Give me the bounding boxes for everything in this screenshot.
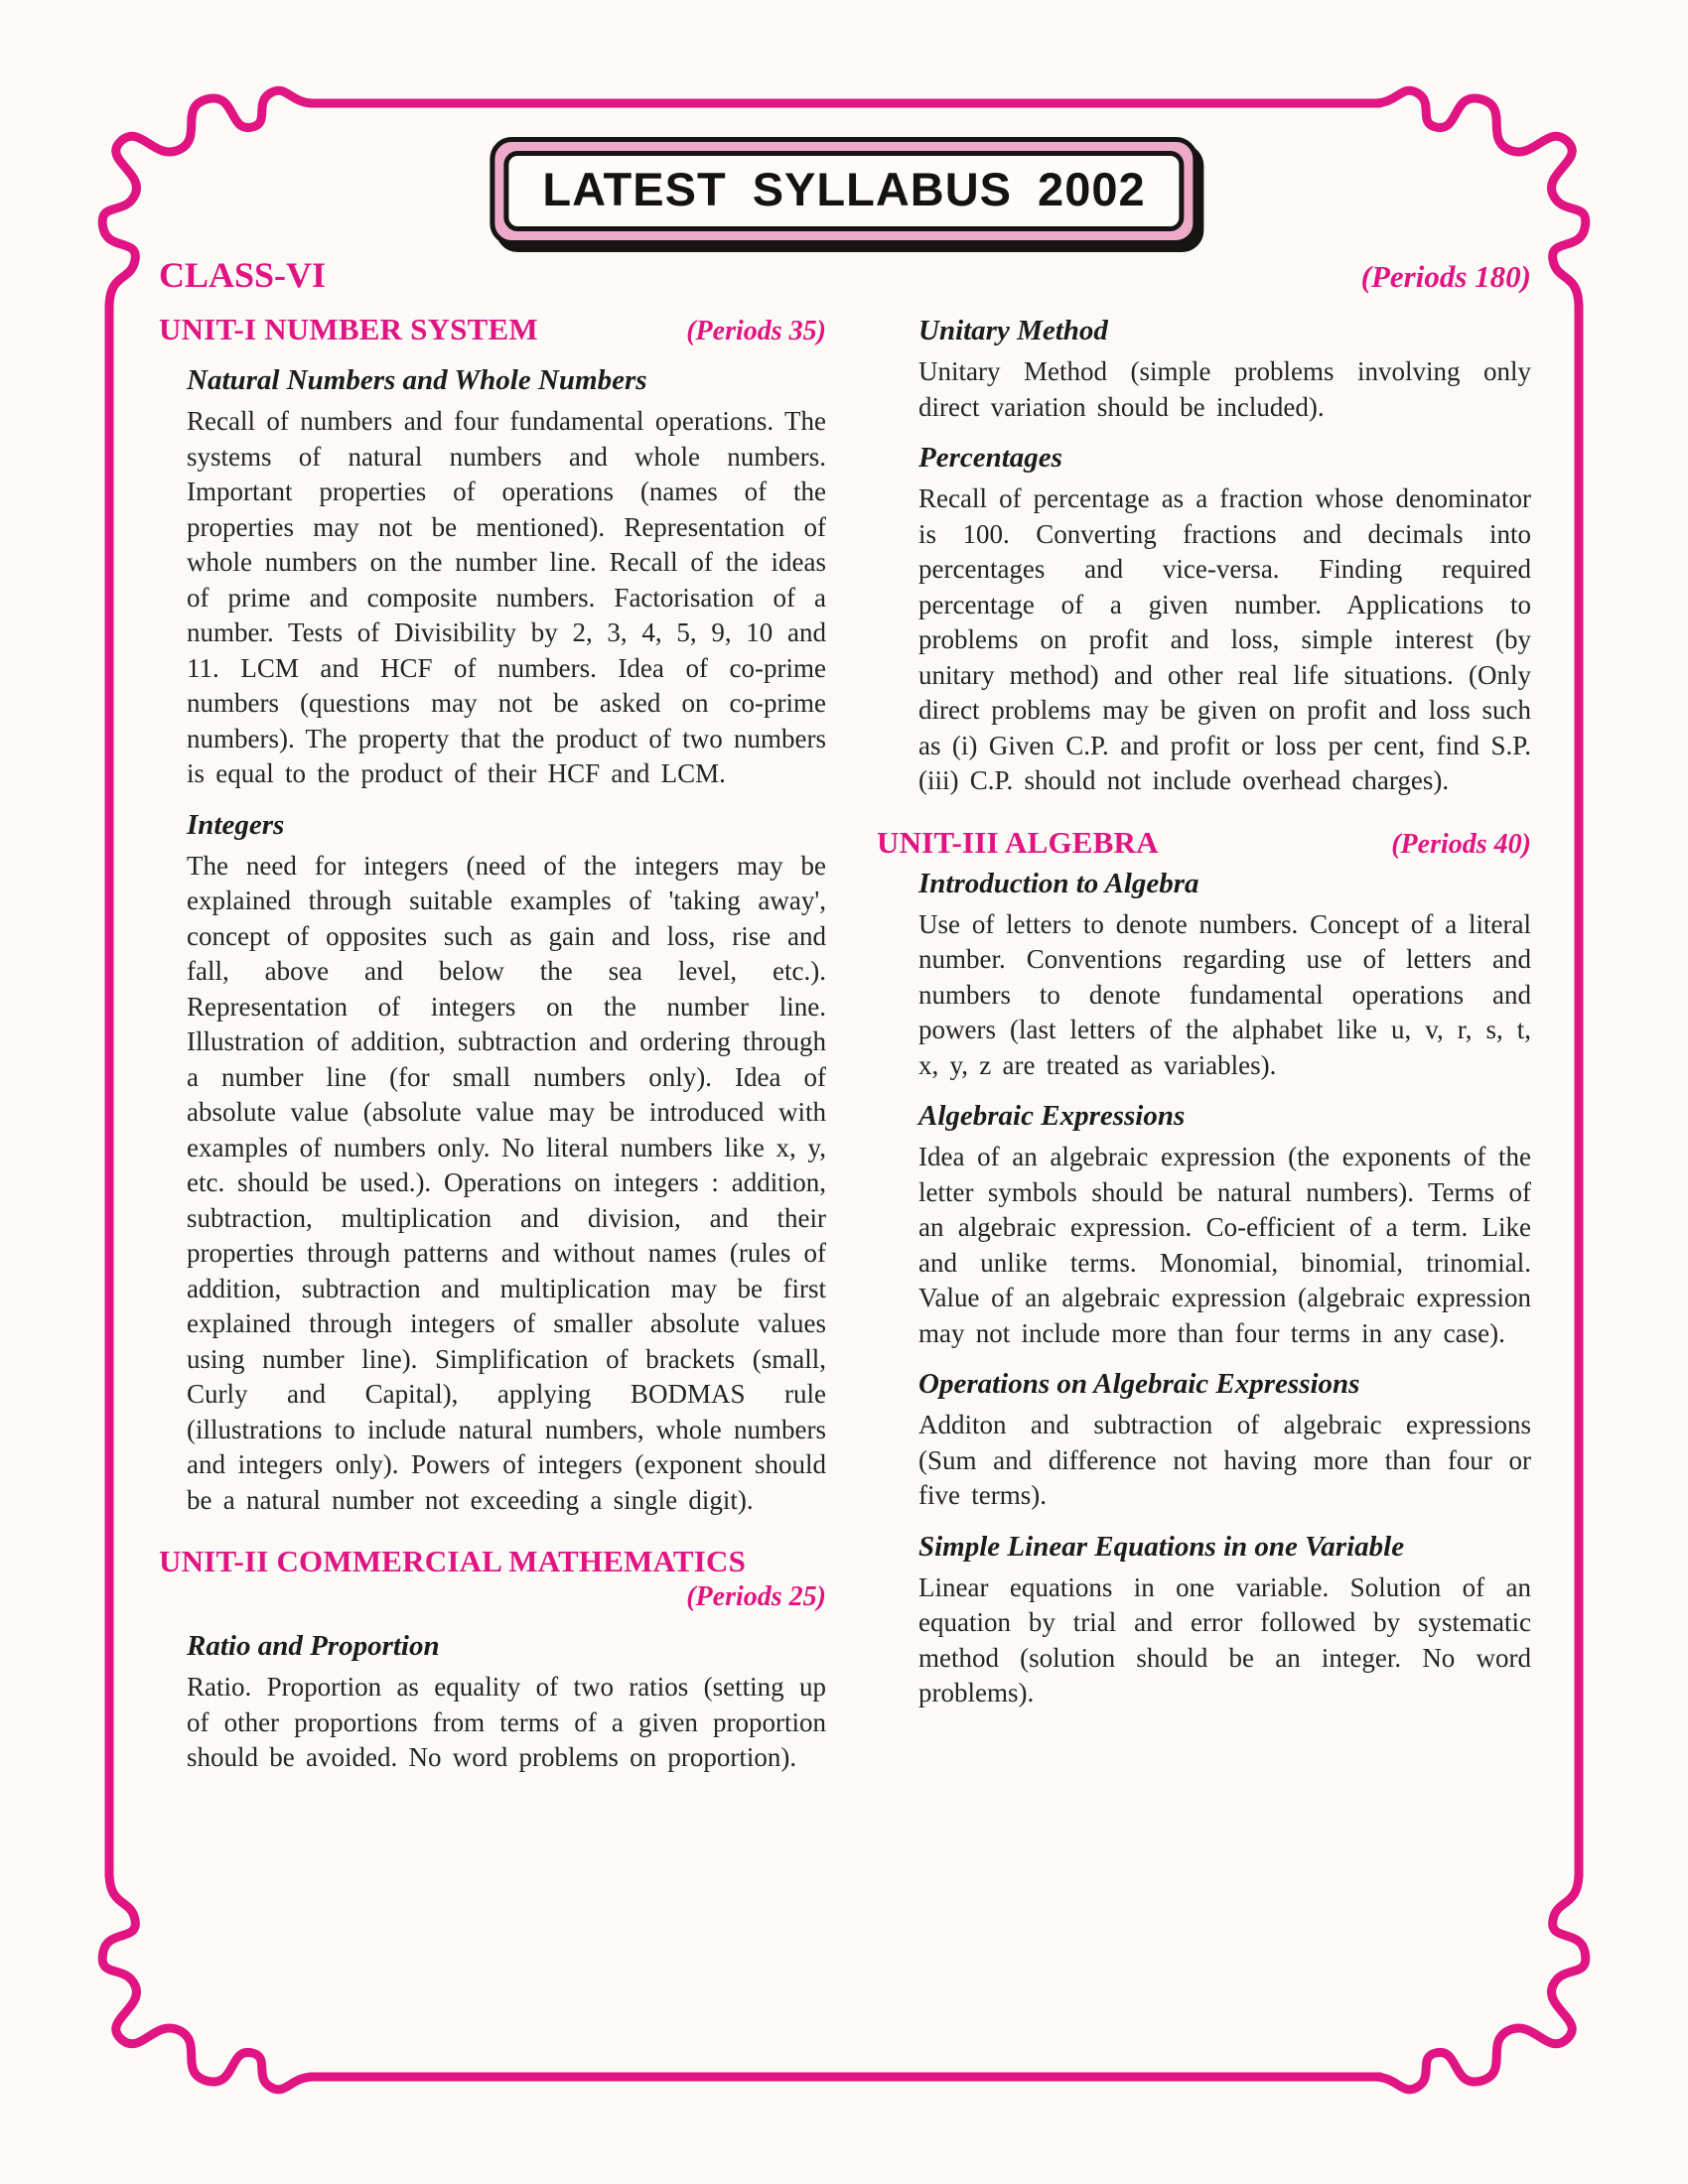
unit2-heading-block bbox=[159, 1544, 826, 1613]
unit2-title: UNIT-II COMMERCIAL MATHEMATICS bbox=[159, 1544, 747, 1578]
right-column bbox=[877, 312, 1531, 1717]
title-banner bbox=[490, 137, 1197, 245]
section-body-unitary-method: Unitary Method (simple problems involving only direct variation should be included). bbox=[918, 356, 1531, 422]
corner-flourish-bottom-right bbox=[1374, 1872, 1586, 2090]
section-heading-integers: Integers bbox=[187, 808, 285, 841]
unit1-periods: (Periods 35) bbox=[686, 316, 826, 346]
class-heading-row bbox=[159, 254, 1531, 296]
section-body-introduction-to-algebra: Use of letters to denote numbers. Concept of a literal number. Conventions regarding use of letters and numbers to denote fundamental operations and powers (last letters of the alphabet like u, v, r, s, t, x, y, z are treated as variables). bbox=[918, 908, 1531, 1080]
section-heading-natural-numbers: Natural Numbers and Whole Numbers bbox=[187, 364, 647, 396]
section-heading-simple-linear-equations: Simple Linear Equations in one Variable bbox=[918, 1530, 1405, 1563]
left-column bbox=[159, 312, 826, 1782]
unit3-periods: (Periods 40) bbox=[1391, 828, 1531, 860]
unit1-title: UNIT-I NUMBER SYSTEM bbox=[159, 312, 538, 346]
unit2-periods: (Periods 25) bbox=[686, 1581, 826, 1612]
section-body-integers: The need for integers (need of the integers may be explained through suitable examples of 'taking away', concept of opposites such as gain and loss, rise and fall, above and below the sea level, etc.). Representation of integers on the number line. Illustration of addition, subtraction and ordering through a number line (for small numbers only). Idea of absolute value (absolute value may be introduced with examples of numbers only. No literal numbers like x, y, etc. should be used.). Operations on integers : addition, subtraction, multiplication and division, and their properties through patterns and without names (rules of addition, subtraction and multiplication may be first explained through integers of smaller absolute values using number line). Simplification of brackets (small, Curly and Capital), applying BODMAS rule (illustrations to include natural numbers, whole numbers and integers only). Powers of integers (exponent should be a natural number not exceeding a single digit). bbox=[187, 850, 826, 1515]
banner-title-text: LATEST SYLLABUS 2002 bbox=[503, 151, 1184, 231]
section-body-percentages: Recall of percentage as a fraction whose denominator is 100. Converting fractions and decimals into percentages and vice-versa. Finding required percentage of a given number. Applications to problems on profit and loss, simple interest (by unitary method) and other real life situations. (Only direct problems may be given on profit and loss such as (i) Given C.P. and profit or loss per cent, find S.P. (iii) C.P. should not include overhead charges). bbox=[918, 483, 1531, 795]
section-heading-ratio-proportion: Ratio and Proportion bbox=[187, 1630, 440, 1662]
section-heading-unitary-method: Unitary Method bbox=[918, 315, 1108, 346]
section-heading-operations-algebraic-expressions: Operations on Algebraic Expressions bbox=[918, 1368, 1360, 1400]
unit1-heading-row bbox=[159, 312, 826, 347]
unit2-heading-row bbox=[159, 1544, 826, 1579]
unit3-title: UNIT-III ALGEBRA bbox=[877, 824, 1159, 860]
section-body-operations-algebraic-expressions: Additon and subtraction of algebraic expressions (Sum and difference not having more than four or five terms). bbox=[918, 1410, 1531, 1510]
section-body-ratio-proportion: Ratio. Proportion as equality of two ratios (setting up of other proportions from terms of a given proportion should be avoided. No word problems on proportion). bbox=[187, 1672, 826, 1772]
section-heading-algebraic-expressions: Algebraic Expressions bbox=[918, 1100, 1186, 1132]
section-heading-introduction-to-algebra: Introduction to Algebra bbox=[918, 867, 1199, 899]
class-title: CLASS-VI bbox=[159, 255, 327, 295]
section-heading-percentages: Percentages bbox=[918, 442, 1062, 474]
section-body-algebraic-expressions: Idea of an algebraic expression (the exponents of the letter symbols should be natural numbers). Terms of an algebraic expression. Co-efficient of a term. Like and unlike terms. Monomial, binomial, trinomial. Value of an algebraic expression (algebraic expression may not include more than four terms in any case). bbox=[918, 1142, 1531, 1348]
corner-flourish-bottom-left bbox=[102, 1872, 314, 2090]
section-body-natural-numbers: Recall of numbers and four fundamental operations. The systems of natural numbers and whole numbers. Important properties of operations (names of the properties may not be mentioned). Representation of whole numbers on the number line. Recall of the ideas of prime and composite numbers. Factorisation of a number. Tests of Divisibility by 2, 3, 4, 5, 9, 10 and 11. LCM and HCF of numbers. Idea of co-prime numbers (questions may not be asked on co-prime numbers). The property that the product of two numbers is equal to the product of their HCF and LCM. bbox=[187, 406, 826, 788]
section-body-simple-linear-equations: Linear equations in one variable. Solution of an equation by trial and error followed by systematic method (solution should be an integer. No word problems). bbox=[918, 1571, 1531, 1707]
class-periods: (Periods 180) bbox=[1360, 259, 1531, 294]
unit3-heading-row bbox=[877, 825, 1531, 861]
